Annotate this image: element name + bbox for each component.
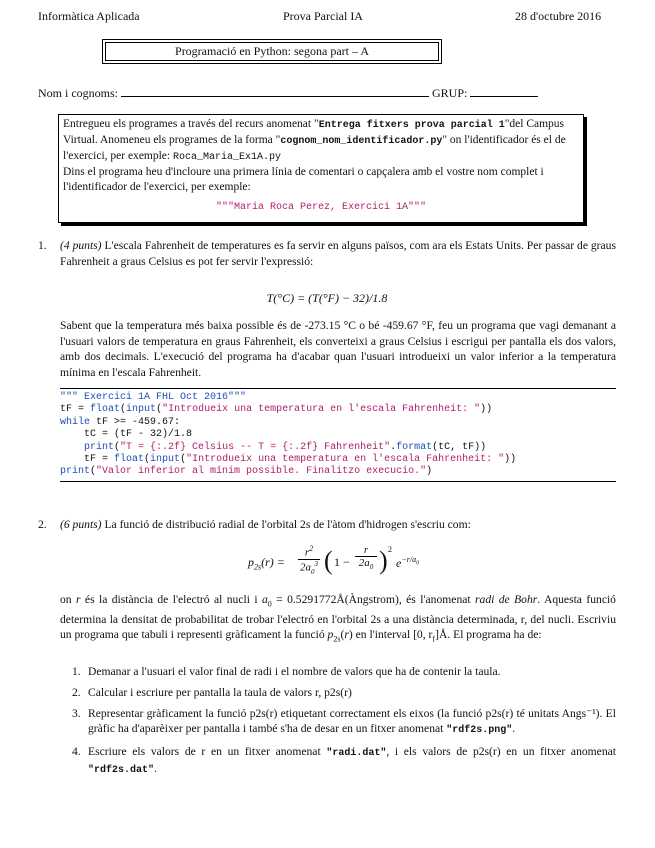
q1-formula: T(°C) = (T(°F) − 32)/1.8 <box>266 291 388 305</box>
instr-filename-example: Roca_Maria_Ex1A.py <box>173 152 282 163</box>
q1-points: (4 punts) <box>60 239 102 252</box>
instr-filename-pattern: cognom_nom_identificador.py <box>280 136 443 147</box>
name-row <box>38 86 538 101</box>
instr-example: """Maria Roca Perez, Exercici 1A""" <box>215 202 427 213</box>
q2-formula: $p_{2s}(r)$ = $\frac{r^2}{2a_0^3}$ ( 1 − $\frac{r}{2a_0}$ ) 2 $e^{-r/a_0}$ <box>248 544 420 576</box>
instr-text: " on l'identificador és el de l'exercici, per exemple: <box>63 134 566 162</box>
q2-item: 1. Demanar a l'usuari el valor final de radi i el nombre de valors que ha de contenir la taula. <box>72 665 501 678</box>
code-line: tF = float(input("Introdueix una temperatura en l'escala Fahrenheit: ")) <box>60 454 517 466</box>
q2-number: 2. <box>38 518 47 531</box>
instr-text: Entregueu els programes a través del recurs anomenat " <box>63 118 319 130</box>
name-label: Nom i cognoms: <box>38 86 118 100</box>
instr-text: "del Campus Virtual. Anomeneu els programes de la forma " <box>63 118 565 146</box>
q2-text2: on r és la distància de l'electró al nucli i $a_0$ = 0.5291772Å(Àngstrom), és l'anomenat radi de Bohr. Aquesta funció determina la densitat de probabilitat de trobar l'electró en l'orbital 2s a una distància determinada, r, del nucli. Escriviu un programa que tabuli i representi gràficament la funció $p_{2s}(r)$ en l'interval [0, $r_f]Å$. El programa ha de: <box>60 593 616 644</box>
q1-number: 1. <box>38 239 47 252</box>
question-1 <box>38 238 616 268</box>
q2-bohr: radi de Bohr <box>475 593 538 606</box>
q2-items <box>72 664 616 784</box>
header-date: 28 d'octubre 2016 <box>515 9 602 23</box>
q2-item: 2. Calcular i escriure per pantalla la taula de valors r, p2s(r) <box>72 686 352 699</box>
group-label: GRUP: <box>432 86 468 100</box>
instr-text: Dins el programa heu d'incloure una primera línia de comentari o capçalera amb el vostre nom complet i l'identificador de l'exercici, per exemple: <box>63 166 544 193</box>
group-field[interactable] <box>470 96 538 97</box>
code-line: tF = float(input("Introdueix una temperatura en l'escala Fahrenheit: ")) <box>60 404 493 416</box>
code-block <box>60 388 616 482</box>
q2-item: 3. Representar gràficament la funció p2s(r) etiquetant correctament els eixos (la funció p2s(r) té unitats Angs⁻¹). El gràfic ha d'aparèixer per pantalla i també s'ha de desar en un fitxer anomenat "rdf2s.png". <box>72 707 616 736</box>
question-2 <box>38 517 616 533</box>
exam-title: Programació en Python: segona part – A <box>102 39 442 64</box>
code-line: print("T = {:.2f} Celsius -- T = {:.2f} Fahrenheit".format(tC, tF)) <box>84 441 487 453</box>
instr-resource: Entrega fitxers prova parcial 1 <box>318 120 505 131</box>
header-exam: Prova Parcial IA <box>283 9 363 23</box>
q2-points: (6 punts) <box>60 518 102 531</box>
q2-text: La funció de distribució radial de l'orbital 2s de l'àtom d'hidrogen s'escriu com: <box>101 518 471 531</box>
q2-item: 4. Escriure els valors de r en un fitxer anomenat "radi.dat", i els valors de p2s(r) en un fitxer anomenat "rdf2s.dat". <box>72 745 616 776</box>
code-line: while tF >= -459.67: <box>60 416 181 428</box>
instructions-box <box>58 114 584 223</box>
q1-text2: Sabent que la temperatura més baixa possible és de -273.15 °C o bé -459.67 °F, feu un programa que vagi demanant a l'usuari valors de temperatura en graus Fahrenheit, els converteixi a graus Celsius i escrigui per pantalla els dos valors, amb dos decimals. L'execució del programa ha d'acabar quan l'usuari introdueixi un valor inferior a la temperatura mínima en l'escala Fahrenheit. <box>60 319 616 379</box>
header-course: Informàtica Aplicada <box>38 9 140 23</box>
code-line: tC = (tF - 32)/1.8 <box>60 429 193 441</box>
name-field[interactable] <box>121 96 429 97</box>
code-line: """ Exercici 1A FHL Oct 2016""" <box>60 392 247 403</box>
q1-text: L'escala Fahrenheit de temperatures es fa servir en alguns països, com ara els Estats Units. Per passar de graus Fahrenheit a graus Celsius es pot fer servir l'expressió: <box>60 239 616 268</box>
code-line: print("Valor inferior al mínim possible. Finalitzo execucio.") <box>60 466 433 478</box>
